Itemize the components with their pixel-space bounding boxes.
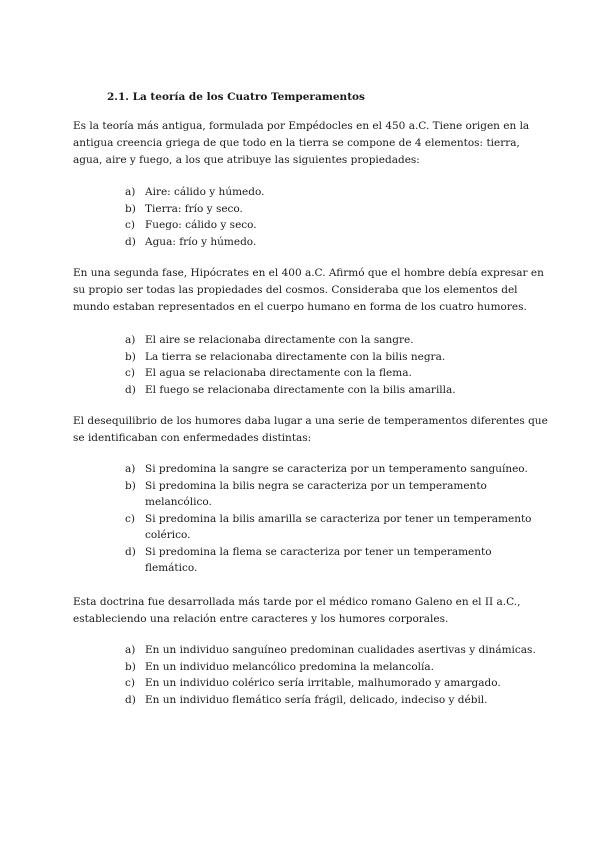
list-marker: b) — [125, 479, 136, 492]
list-item-text: En un individuo flemático sería frágil, delicado, indeciso y débil. — [145, 693, 488, 706]
list-item-text: El agua se relacionaba directamente con la flema. — [145, 367, 412, 379]
list-item-text: Si predomina la flema se caracteriza por tener un temperamento — [145, 545, 492, 558]
list-marker: c) — [125, 219, 135, 231]
list-marker: a) — [125, 334, 136, 346]
list-item — [125, 692, 535, 709]
list-marker: a) — [125, 463, 136, 475]
paragraph-line: estableciendo una relación entre caracteres y los humores corporales. — [73, 613, 449, 625]
list-item — [125, 332, 535, 349]
list-item-text: Si predomina la bilis amarilla se caracteriza por tener un temperamento — [145, 512, 532, 525]
list-marker: c) — [125, 512, 135, 525]
list-item-text: En un individuo colérico sería irritable, malhumorado y amargado. — [145, 677, 501, 689]
list-item — [125, 201, 535, 218]
paragraph-line: agua, aire y fuego, a los que atribuye las siguientes propiedades: — [73, 154, 420, 166]
list-item-text: Fuego: cálido y seco. — [145, 219, 257, 231]
humors-list — [125, 332, 535, 398]
list-marker: b) — [125, 202, 136, 215]
temperaments-list — [125, 461, 535, 577]
paragraph-line: En una segunda fase, Hipócrates en el 400 a.C. Afirmó que el hombre debía expresar en — [73, 267, 544, 279]
list-item-text: El aire se relacionaba directamente con la sangre. — [145, 334, 414, 346]
list-item-text: La tierra se relacionaba directamente con la bilis negra. — [145, 350, 446, 363]
paragraph-line: se identificaban con enfermedades distintas: — [73, 432, 312, 444]
paragraph-galeno — [73, 594, 543, 628]
list-item — [125, 642, 535, 659]
elements-list — [125, 184, 535, 250]
list-item-text: En un individuo melancólico predomina la melancolía. — [145, 660, 434, 673]
list-marker: a) — [125, 186, 136, 198]
list-item-text: Si predomina la bilis negra se caracteriza por un temperamento — [145, 479, 487, 492]
paragraph-line: mundo estaban representados en el cuerpo humano en forma de los cuatro humores. — [73, 301, 527, 313]
paragraph-hipocrates — [73, 265, 543, 316]
list-item — [125, 184, 535, 201]
list-item — [125, 461, 535, 478]
paragraph-desequilibrio — [73, 413, 548, 447]
paragraph-empedocles — [73, 118, 543, 169]
list-item-text-continued: colérico. — [145, 529, 191, 541]
list-marker: d) — [125, 235, 136, 248]
paragraph-line: Esta doctrina fue desarrollada más tarde por el médico romano Galeno en el II a.C., — [73, 596, 521, 608]
list-item — [125, 544, 535, 577]
list-item-text: En un individuo sanguíneo predominan cualidades asertivas y dinámicas. — [145, 644, 536, 656]
list-marker: d) — [125, 383, 136, 396]
list-item-text: Agua: frío y húmedo. — [145, 235, 257, 248]
list-item — [125, 349, 535, 366]
list-marker: d) — [125, 545, 136, 558]
list-marker: d) — [125, 693, 136, 706]
list-item-text: Aire: cálido y húmedo. — [145, 186, 265, 198]
list-item — [125, 478, 535, 511]
list-marker: c) — [125, 677, 135, 689]
list-item — [125, 511, 535, 544]
list-item-text: Si predomina la sangre se caracteriza por un temperamento sanguíneo. — [145, 463, 528, 475]
section-heading: 2.1. La teoría de los Cuatro Temperamentos — [107, 91, 365, 103]
list-marker: b) — [125, 660, 136, 673]
paragraph-line: antigua creencia griega de que todo en la tierra se compone de 4 elementos: tierra, — [73, 137, 520, 149]
list-item — [125, 365, 535, 382]
paragraph-line: su propio ser todas las propiedades del cosmos. Consideraba que los elementos del — [73, 284, 518, 296]
list-item — [125, 659, 535, 676]
list-item-text: Tierra: frío y seco. — [145, 202, 243, 215]
paragraph-line: Es la teoría más antigua, formulada por Empédocles en el 450 a.C. Tiene origen en la — [73, 120, 530, 132]
paragraph-line: El desequilibrio de los humores daba lugar a una serie de temperamentos diferentes que — [73, 415, 548, 427]
list-marker: c) — [125, 367, 135, 379]
list-item-text: El fuego se relacionaba directamente con la bilis amarilla. — [145, 383, 456, 396]
list-marker: b) — [125, 350, 136, 363]
list-item-text-continued: flemático. — [145, 562, 198, 574]
individuals-list — [125, 642, 535, 708]
list-item — [125, 382, 535, 399]
list-marker: a) — [125, 644, 136, 656]
list-item — [125, 234, 535, 251]
list-item-text-continued: melancólico. — [145, 496, 212, 508]
list-item — [125, 217, 535, 234]
list-item — [125, 675, 535, 692]
